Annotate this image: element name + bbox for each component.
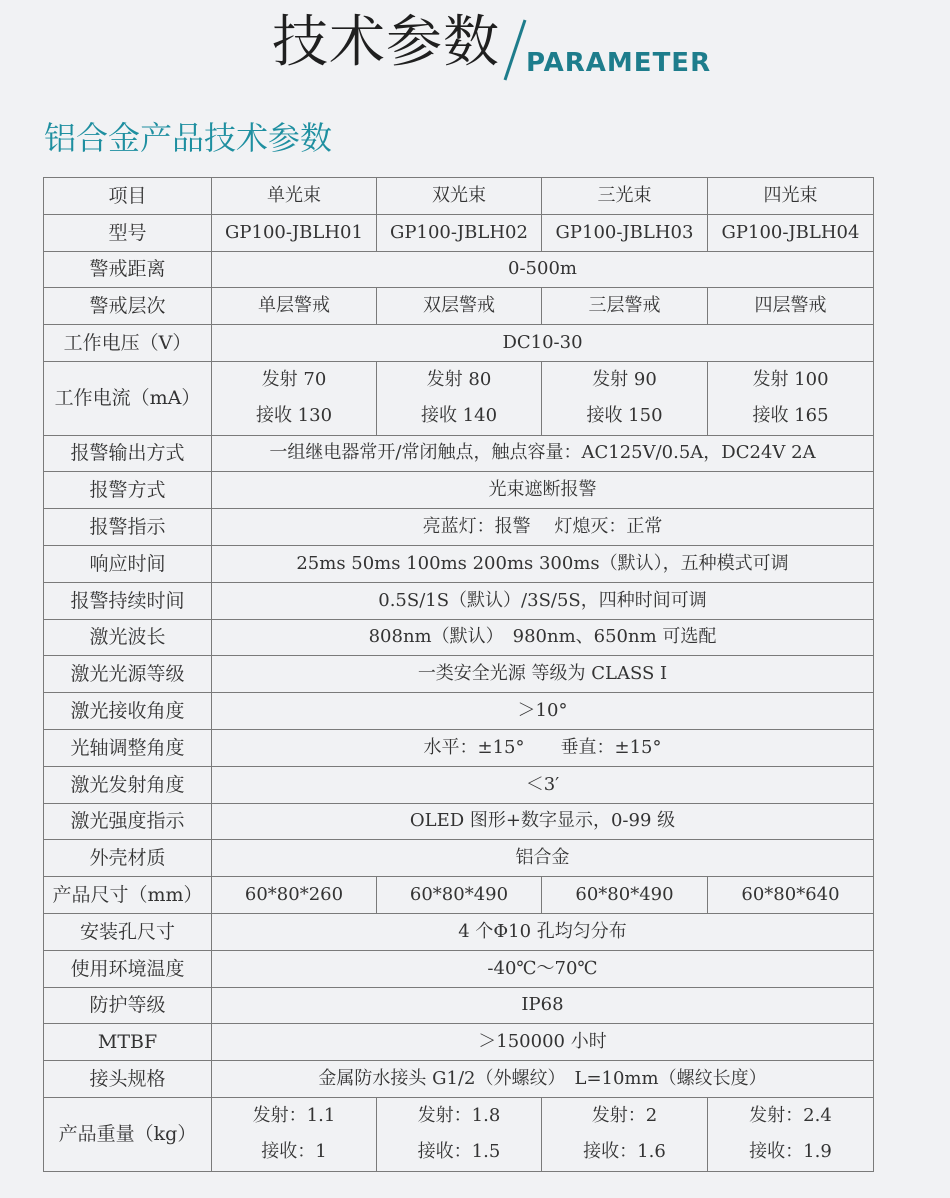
- table-cell: 25ms 50ms 100ms 200ms 300ms（默认），五种模式可调: [212, 545, 874, 582]
- row-label: 产品尺寸（mm）: [44, 877, 212, 914]
- row-label: 激光强度指示: [44, 803, 212, 840]
- page-subtitle: PARAMETER: [526, 48, 712, 78]
- table-cell: GP100-JBLH04: [708, 214, 874, 251]
- table-row-alarm-duration: [44, 582, 874, 619]
- header-cell-single: 单光束: [212, 178, 377, 215]
- emit-value: 发射：2: [591, 1105, 658, 1127]
- receive-value: 接收 140: [420, 405, 498, 427]
- table-row-emit-angle: [44, 766, 874, 803]
- header-cell-quad: 四光束: [708, 178, 874, 215]
- table-cell: [212, 1097, 377, 1171]
- table-row-alarm-mode: [44, 472, 874, 509]
- table-row-temperature: [44, 950, 874, 987]
- table-row-response-time: [44, 545, 874, 582]
- table-row-axis-angle: [44, 729, 874, 766]
- table-cell: 60*80*640: [708, 877, 874, 914]
- table-cell: 铝合金: [212, 840, 874, 877]
- table-row-wavelength: [44, 619, 874, 656]
- table-row-range: [44, 251, 874, 288]
- page-title: 技术参数: [272, 10, 500, 75]
- table-cell: 光束遮断报警: [212, 472, 874, 509]
- row-label: 响应时间: [44, 545, 212, 582]
- table-cell: 三层警戒: [542, 288, 708, 325]
- header-cell-triple: 三光束: [542, 178, 708, 215]
- table-row-current: [44, 361, 874, 435]
- table-cell: ＜3′: [212, 766, 874, 803]
- page-header: [0, 0, 950, 110]
- table-row-mtbf: [44, 1024, 874, 1061]
- table-cell: DC10-30: [212, 325, 874, 362]
- table-cell: 一组继电器常开/常闭触点，触点容量：AC125V/0.5A，DC24V 2A: [212, 435, 874, 472]
- table-cell: [542, 1097, 708, 1171]
- table-cell: 一类安全光源 等级为 CLASS Ⅰ: [212, 656, 874, 693]
- emit-value: 发射 80: [426, 369, 492, 391]
- table-row-voltage: [44, 325, 874, 362]
- table-row-size: [44, 877, 874, 914]
- table-row-laser-class: [44, 656, 874, 693]
- table-row-connector: [44, 1061, 874, 1098]
- receive-value: 接收：1.5: [417, 1141, 501, 1163]
- table-row-protection: [44, 987, 874, 1024]
- spec-table: [43, 177, 874, 1172]
- row-label: 使用环境温度: [44, 950, 212, 987]
- row-label: 报警方式: [44, 472, 212, 509]
- table-cell: 808nm（默认） 980nm、650nm 可选配: [212, 619, 874, 656]
- table-cell: -40℃～70℃: [212, 950, 874, 987]
- table-cell: [542, 361, 708, 435]
- title-slash-divider: [499, 18, 529, 82]
- table-cell: 亮蓝灯：报警 灯熄灭：正常: [212, 509, 874, 546]
- table-cell: 水平：±15° 垂直：±15°: [212, 729, 874, 766]
- row-label: 工作电流（mA）: [44, 361, 212, 435]
- table-header-row: [44, 178, 874, 215]
- table-row-alarm-output: [44, 435, 874, 472]
- row-label: 激光光源等级: [44, 656, 212, 693]
- table-cell: ＞150000 小时: [212, 1024, 874, 1061]
- row-label: MTBF: [44, 1024, 212, 1061]
- receive-value: 接收：1.6: [583, 1141, 666, 1163]
- table-cell: OLED 图形+数字显示，0-99 级: [212, 803, 874, 840]
- row-label: 激光发射角度: [44, 766, 212, 803]
- emit-value: 发射：1.1: [252, 1105, 336, 1127]
- receive-value: 接收 165: [752, 405, 829, 427]
- row-label: 警戒层次: [44, 288, 212, 325]
- table-cell: GP100-JBLH01: [212, 214, 377, 251]
- row-label: 警戒距离: [44, 251, 212, 288]
- header-cell-double: 双光束: [377, 178, 542, 215]
- table-cell: 双层警戒: [377, 288, 542, 325]
- table-cell: 4 个Φ10 孔均匀分布: [212, 913, 874, 950]
- table-cell: [377, 361, 542, 435]
- row-label: 工作电压（V）: [44, 325, 212, 362]
- table-cell: [708, 361, 874, 435]
- section-title: 铝合金产品技术参数: [44, 119, 333, 157]
- row-label: 安装孔尺寸: [44, 913, 212, 950]
- table-cell: 0-500m: [212, 251, 874, 288]
- table-row-model: [44, 214, 874, 251]
- row-label: 接头规格: [44, 1061, 212, 1098]
- row-label: 激光波长: [44, 619, 212, 656]
- row-label: 外壳材质: [44, 840, 212, 877]
- table-cell: 60*80*490: [377, 877, 542, 914]
- table-row-layers: [44, 288, 874, 325]
- table-cell: 60*80*260: [212, 877, 377, 914]
- table-cell: 0.5S/1S（默认）/3S/5S，四种时间可调: [212, 582, 874, 619]
- emit-value: 发射：1.8: [417, 1105, 501, 1127]
- table-row-alarm-indicator: [44, 509, 874, 546]
- table-row-intensity: [44, 803, 874, 840]
- table-cell: [212, 361, 377, 435]
- receive-value: 接收：1.9: [749, 1141, 832, 1163]
- table-cell: [708, 1097, 874, 1171]
- table-row-mount-holes: [44, 913, 874, 950]
- table-cell: GP100-JBLH03: [542, 214, 708, 251]
- receive-value: 接收：1: [261, 1141, 327, 1163]
- header-cell-item: 项目: [44, 178, 212, 215]
- receive-value: 接收 150: [586, 405, 663, 427]
- table-cell: 四层警戒: [708, 288, 874, 325]
- row-label: 报警指示: [44, 509, 212, 546]
- emit-value: 发射 70: [261, 369, 327, 391]
- table-row-receive-angle: [44, 693, 874, 730]
- table-cell: 单层警戒: [212, 288, 377, 325]
- row-label: 激光接收角度: [44, 693, 212, 730]
- row-label: 报警输出方式: [44, 435, 212, 472]
- table-cell: GP100-JBLH02: [377, 214, 542, 251]
- table-row-weight: [44, 1097, 874, 1171]
- table-cell: IP68: [212, 987, 874, 1024]
- table-cell: 60*80*490: [542, 877, 708, 914]
- receive-value: 接收 130: [255, 405, 333, 427]
- row-label: 型号: [44, 214, 212, 251]
- emit-value: 发射 90: [592, 369, 657, 391]
- table-cell: ＞10°: [212, 693, 874, 730]
- emit-value: 发射 100: [752, 369, 829, 391]
- row-label: 光轴调整角度: [44, 729, 212, 766]
- row-label: 防护等级: [44, 987, 212, 1024]
- row-label: 报警持续时间: [44, 582, 212, 619]
- table-cell: [377, 1097, 542, 1171]
- table-cell: 金属防水接头 G1/2（外螺纹） L=10mm（螺纹长度）: [212, 1061, 874, 1098]
- emit-value: 发射：2.4: [749, 1105, 832, 1127]
- table-row-housing: [44, 840, 874, 877]
- row-label: 产品重量（kg）: [44, 1097, 212, 1171]
